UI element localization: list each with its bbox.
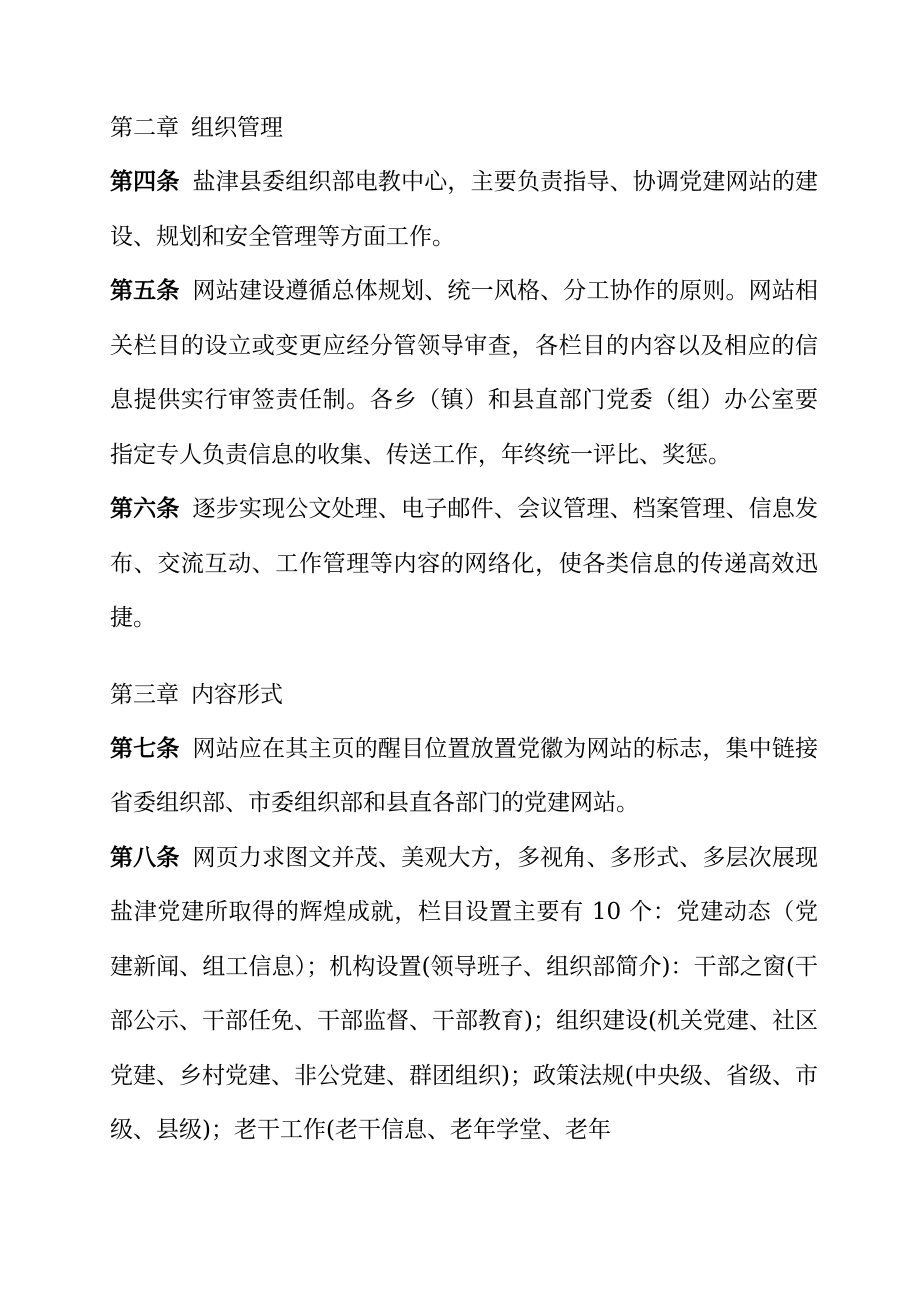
section-spacer	[110, 646, 818, 668]
article-6	[110, 482, 818, 646]
chapter-2	[110, 101, 818, 646]
article-number: 第八条	[110, 844, 180, 871]
article-text: 网站建设遵循总体规划、统一风格、分工协作的原则。网站相关栏目的设立或变更应经分管领导审查，各栏目的内容以及相应的信息提供实行审签责任制。各乡（镇）和县直部门党委（组）办公室要指定专人负责信息的收集、传送工作，年终统一评比、奖惩。	[110, 278, 819, 468]
article-5	[110, 264, 818, 482]
chapter-heading	[110, 668, 818, 722]
document-page	[110, 101, 818, 1158]
article-4	[110, 155, 818, 264]
article-number: 第六条	[110, 496, 180, 522]
article-number: 第七条	[110, 735, 180, 762]
article-text: 网页力求图文并茂、美观大方，多视角、多形式、多层次展现盐津党建所取得的辉煌成就，栏目设置主要有 10 个：党建动态（党建新闻、组工信息）；机构设置(领导班子、组织部简介)：干部之窗(干部公示、干部任免、干部监督、干部教育)；组织建设(机关党建、社区党建、乡村党建、非公党建、群团组织)；政策法规(中央级、省级、市级、县级)；老干工作(老干信息、老年学堂、老年	[110, 844, 819, 1143]
chapter-title: 内容形式	[191, 681, 283, 708]
article-text: 盐津县委组织部电教中心，主要负责指导、协调党建网站的建设、规划和安全管理等方面工作。	[110, 169, 819, 250]
article-text: 网站应在其主页的醒目位置放置党徽为网站的标志，集中链接省委组织部、市委组织部和县直各部门的党建网站。	[110, 735, 819, 816]
chapter-heading	[110, 101, 818, 155]
chapter-number: 第三章	[110, 681, 179, 708]
article-number: 第四条	[110, 169, 180, 195]
article-number: 第五条	[110, 278, 180, 304]
article-8	[110, 831, 818, 1158]
article-7	[110, 722, 818, 831]
chapter-3	[110, 668, 818, 1158]
article-text: 逐步实现公文处理、电子邮件、会议管理、档案管理、信息发布、交流互动、工作管理等内容的网络化，使各类信息的传递高效迅捷。	[110, 496, 819, 631]
chapter-number: 第二章	[110, 115, 179, 141]
chapter-title: 组织管理	[191, 115, 283, 141]
